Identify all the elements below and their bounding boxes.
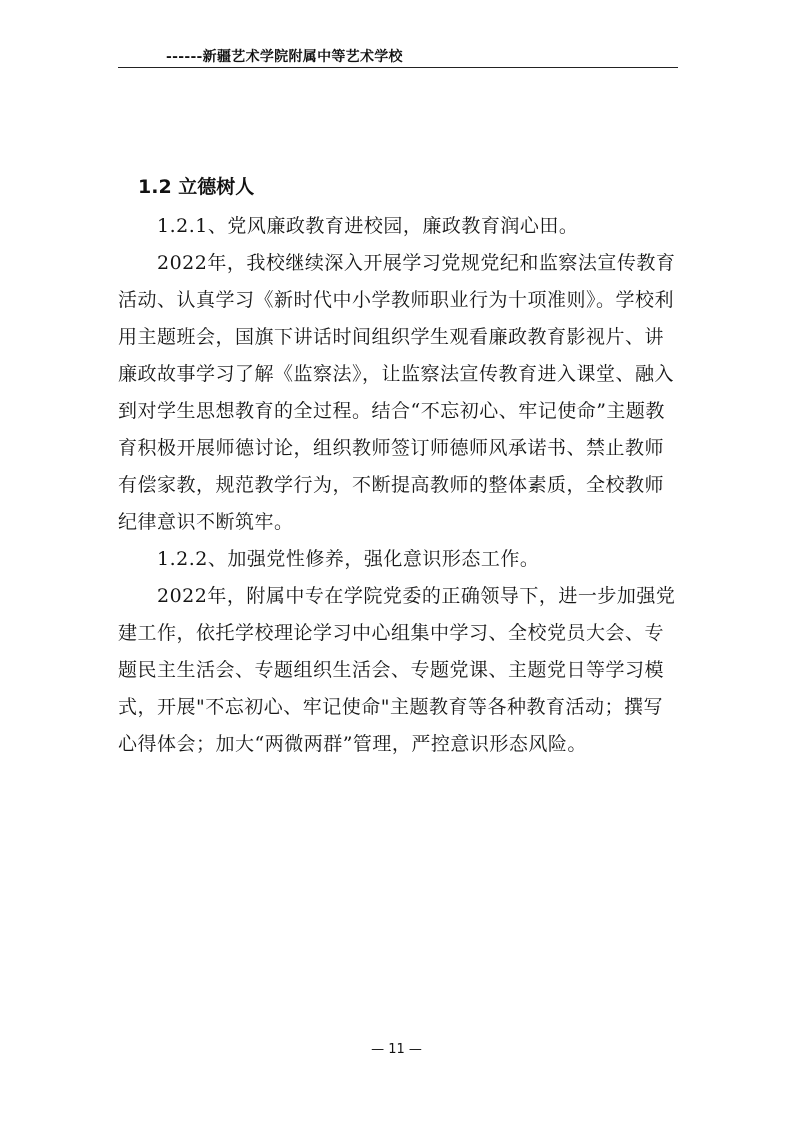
paragraph-party-building: 2022年，附属中专在学院党委的正确领导下，进一步加强党建工作，依托学校理论学习中心组集中学习、全校党员大会、专题民主生活会、专题组织生活会、专题党课、主题党日等学习模式，开展"不忘初心、牢记使命"主题教育等各种教育活动；撰写心得体会；加大“两微两群”管理，严控意识形态风险。: [118, 585, 676, 755]
subsection-title-1-2-1: 1.2.1、党风廉政教育进校园，廉政教育润心田。: [157, 215, 579, 237]
section-heading: 1.2 立德树人: [138, 176, 255, 198]
subsection-title-1-2-2: 1.2.2、加强党性修养，强化意识形态工作。: [157, 548, 540, 570]
page-number: — 11 —: [371, 1042, 422, 1057]
header-divider: [118, 67, 678, 68]
header-title: ------新疆艺术学院附属中等艺术学校: [166, 49, 403, 65]
document-body: [118, 172, 678, 763]
paragraph-integrity-education: 2022年，我校继续深入开展学习党规党纪和监察法宣传教育活动、认真学习《新时代中小学教师职业行为十项准则》。学校利用主题班会，国旗下讲话时间组织学生观看廉政教育影视片、讲廉政故事学习了解《监察法》，让监察法宣传教育进入课堂、融入到对学生思想教育的全过程。结合“不忘初心、牢记使命”主题教育积极开展师德讨论，组织教师签订师德师风承诺书、禁止教师有偿家教，规范教学行为，不断提高教师的整体素质，全校教师纪律意识不断筑牢。: [118, 252, 676, 533]
page-header: [118, 44, 678, 68]
